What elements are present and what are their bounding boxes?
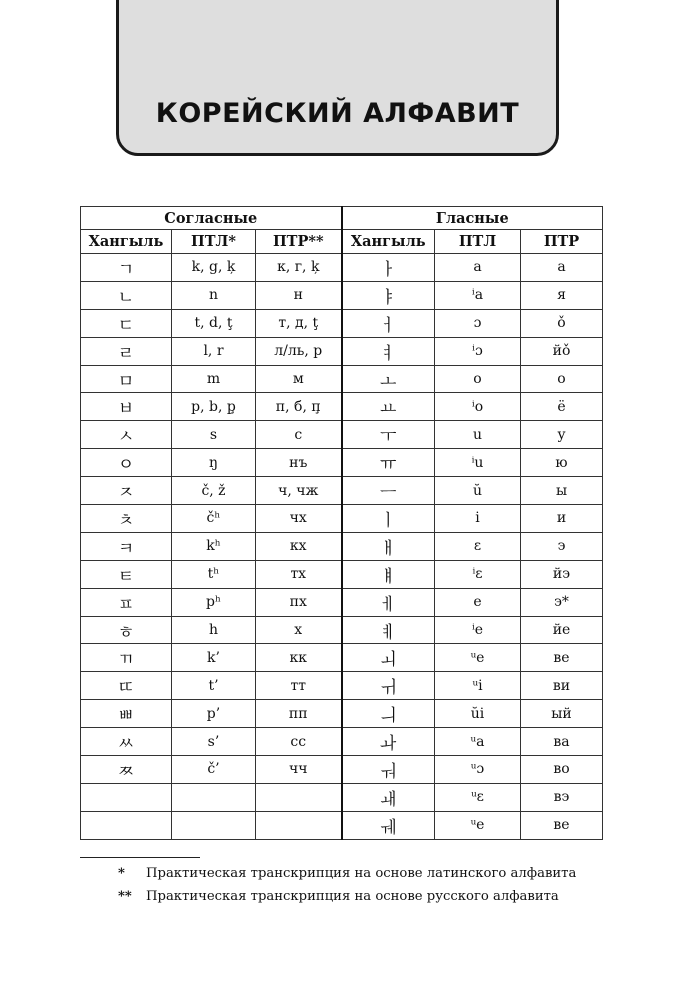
- hangul-consonant-cell: ㄱ: [81, 254, 172, 282]
- ptl-vowel-cell: ᵘa: [435, 728, 521, 756]
- hangul-vowel-cell: ㅜ: [342, 421, 435, 449]
- hangul-vowel-cell: ㅢ: [342, 700, 435, 728]
- footnote-text: Практическая транскрипция на основе русского алфавита: [146, 889, 559, 904]
- ptl-consonant-cell: čʰ: [172, 505, 256, 533]
- table-row: [81, 588, 603, 616]
- ptr-consonant-cell: чх: [256, 505, 342, 533]
- ptr-consonant-cell: тт: [256, 672, 342, 700]
- table-row: [81, 560, 603, 588]
- ptr-consonant-cell: кк: [256, 644, 342, 672]
- hangul-consonant-cell: ㅉ: [81, 756, 172, 784]
- column-header: Хангыль: [342, 230, 435, 254]
- ptr-vowel-cell: а: [521, 254, 603, 282]
- ptr-vowel-cell: ве: [521, 811, 603, 839]
- ptl-consonant-cell: č, ž: [172, 477, 256, 505]
- footnote-1: [118, 866, 576, 881]
- table-row: [81, 337, 603, 365]
- ptl-vowel-cell: ɛ: [435, 532, 521, 560]
- ptl-vowel-cell: ⁱo: [435, 393, 521, 421]
- hangul-consonant-cell: ㄴ: [81, 281, 172, 309]
- ptl-consonant-cell: s: [172, 421, 256, 449]
- ptl-consonant-cell: ŋ: [172, 449, 256, 477]
- column-header: ПТР**: [256, 230, 342, 254]
- ptr-vowel-cell: йэ: [521, 560, 603, 588]
- ptr-vowel-cell: во: [521, 756, 603, 784]
- footnote-mark: **: [118, 889, 132, 904]
- ptl-vowel-cell: u: [435, 421, 521, 449]
- ptr-vowel-cell: о: [521, 365, 603, 393]
- group-vowels-header: Гласные: [342, 207, 603, 230]
- hangul-vowel-cell: ㅡ: [342, 477, 435, 505]
- ptr-consonant-cell: [256, 783, 342, 811]
- hangul-consonant-cell: ㄸ: [81, 672, 172, 700]
- table-row: [81, 449, 603, 477]
- hangul-consonant-cell: ㄲ: [81, 644, 172, 672]
- table-row: [81, 365, 603, 393]
- ptl-consonant-cell: l, r: [172, 337, 256, 365]
- ptl-vowel-cell: ŭi: [435, 700, 521, 728]
- ptr-vowel-cell: ё: [521, 393, 603, 421]
- table-row: [81, 532, 603, 560]
- ptr-consonant-cell: х: [256, 616, 342, 644]
- hangul-consonant-cell: ㅎ: [81, 616, 172, 644]
- ptl-vowel-cell: ᵘe: [435, 811, 521, 839]
- ptr-consonant-cell: т, д, ţ: [256, 309, 342, 337]
- hangul-consonant-cell: ㅈ: [81, 477, 172, 505]
- ptr-vowel-cell: э*: [521, 588, 603, 616]
- hangul-consonant-cell: ㅆ: [81, 728, 172, 756]
- ptr-vowel-cell: ы: [521, 477, 603, 505]
- table-row: [81, 505, 603, 533]
- hangul-vowel-cell: ㅒ: [342, 560, 435, 588]
- ptl-consonant-cell: p, b, p̧: [172, 393, 256, 421]
- hangul-vowel-cell: ㅚ: [342, 644, 435, 672]
- ptl-consonant-cell: č’: [172, 756, 256, 784]
- hangul-consonant-cell: ㅍ: [81, 588, 172, 616]
- hangul-consonant-cell: ㅁ: [81, 365, 172, 393]
- ptr-vowel-cell: э: [521, 532, 603, 560]
- table-row: [81, 393, 603, 421]
- hangul-consonant-cell: [81, 783, 172, 811]
- ptr-vowel-cell: ви: [521, 672, 603, 700]
- ptr-consonant-cell: к, г, ķ: [256, 254, 342, 282]
- ptl-consonant-cell: [172, 811, 256, 839]
- hangul-vowel-cell: ㅝ: [342, 756, 435, 784]
- table-row: [81, 811, 603, 839]
- ptr-consonant-cell: [256, 811, 342, 839]
- hangul-vowel-cell: ㅖ: [342, 616, 435, 644]
- ptr-consonant-cell: с: [256, 421, 342, 449]
- ptr-vowel-cell: и: [521, 505, 603, 533]
- ptl-vowel-cell: i: [435, 505, 521, 533]
- hangul-vowel-cell: ㅔ: [342, 588, 435, 616]
- ptl-consonant-cell: tʰ: [172, 560, 256, 588]
- table-row: [81, 783, 603, 811]
- table-row: [81, 254, 603, 282]
- table-row: [81, 616, 603, 644]
- footnote-2: [118, 889, 559, 904]
- ptl-consonant-cell: h: [172, 616, 256, 644]
- ptl-consonant-cell: m: [172, 365, 256, 393]
- hangul-consonant-cell: ㅇ: [81, 449, 172, 477]
- ptl-vowel-cell: ⁱe: [435, 616, 521, 644]
- ptl-vowel-cell: ᵘɛ: [435, 783, 521, 811]
- column-header: ПТР: [521, 230, 603, 254]
- column-header: Хангыль: [81, 230, 172, 254]
- ptr-consonant-cell: н: [256, 281, 342, 309]
- alphabet-table: [80, 206, 603, 840]
- hangul-vowel-cell: ㅐ: [342, 532, 435, 560]
- ptl-consonant-cell: k, g, ķ: [172, 254, 256, 282]
- ptl-consonant-cell: n: [172, 281, 256, 309]
- ptr-consonant-cell: кх: [256, 532, 342, 560]
- ptl-vowel-cell: ɔ: [435, 309, 521, 337]
- ptr-consonant-cell: п, б, п̧: [256, 393, 342, 421]
- hangul-vowel-cell: ㅙ: [342, 783, 435, 811]
- footnote-mark: *: [118, 866, 125, 881]
- ptr-consonant-cell: тх: [256, 560, 342, 588]
- ptl-consonant-cell: pʰ: [172, 588, 256, 616]
- ptr-vowel-cell: у: [521, 421, 603, 449]
- hangul-consonant-cell: ㅊ: [81, 505, 172, 533]
- column-header: ПТЛ: [435, 230, 521, 254]
- ptl-vowel-cell: o: [435, 365, 521, 393]
- hangul-vowel-cell: ㅗ: [342, 365, 435, 393]
- footnote-divider: [80, 857, 200, 858]
- column-header-row: [81, 230, 603, 254]
- hangul-consonant-cell: ㄹ: [81, 337, 172, 365]
- table-row: [81, 477, 603, 505]
- table-row: [81, 728, 603, 756]
- ptr-vowel-cell: ǒ: [521, 309, 603, 337]
- ptr-consonant-cell: пп: [256, 700, 342, 728]
- ptl-vowel-cell: ⁱɛ: [435, 560, 521, 588]
- ptl-consonant-cell: t’: [172, 672, 256, 700]
- page-title: КОРЕЙСКИЙ АЛФАВИТ: [155, 98, 520, 129]
- hangul-vowel-cell: ㅠ: [342, 449, 435, 477]
- ptl-vowel-cell: ᵘɔ: [435, 756, 521, 784]
- hangul-consonant-cell: ㅋ: [81, 532, 172, 560]
- hangul-vowel-cell: ㅣ: [342, 505, 435, 533]
- table-row: [81, 309, 603, 337]
- hangul-consonant-cell: ㅂ: [81, 393, 172, 421]
- footnote-text: Практическая транскрипция на основе латинского алфавита: [146, 866, 577, 881]
- ptl-consonant-cell: k’: [172, 644, 256, 672]
- ptr-vowel-cell: вэ: [521, 783, 603, 811]
- hangul-vowel-cell: ㅏ: [342, 254, 435, 282]
- hangul-vowel-cell: ㅘ: [342, 728, 435, 756]
- table-row: [81, 644, 603, 672]
- hangul-vowel-cell: ㅓ: [342, 309, 435, 337]
- ptr-vowel-cell: я: [521, 281, 603, 309]
- ptr-consonant-cell: пх: [256, 588, 342, 616]
- ptr-vowel-cell: йǒ: [521, 337, 603, 365]
- title-box: [116, 0, 559, 156]
- table-body: [81, 254, 603, 840]
- hangul-consonant-cell: ㅌ: [81, 560, 172, 588]
- hangul-consonant-cell: ㅅ: [81, 421, 172, 449]
- ptl-vowel-cell: a: [435, 254, 521, 282]
- ptl-vowel-cell: ⁱa: [435, 281, 521, 309]
- ptr-vowel-cell: ва: [521, 728, 603, 756]
- ptr-vowel-cell: ый: [521, 700, 603, 728]
- hangul-vowel-cell: ㅑ: [342, 281, 435, 309]
- ptr-consonant-cell: чч: [256, 756, 342, 784]
- ptr-consonant-cell: ч, чж: [256, 477, 342, 505]
- column-header: ПТЛ*: [172, 230, 256, 254]
- hangul-vowel-cell: ㅟ: [342, 672, 435, 700]
- ptr-consonant-cell: л/ль, р: [256, 337, 342, 365]
- table-row: [81, 281, 603, 309]
- group-header-row: [81, 207, 603, 230]
- ptr-vowel-cell: ве: [521, 644, 603, 672]
- ptl-vowel-cell: e: [435, 588, 521, 616]
- ptl-vowel-cell: ᵘe: [435, 644, 521, 672]
- table-row: [81, 700, 603, 728]
- hangul-consonant-cell: [81, 811, 172, 839]
- ptl-vowel-cell: ŭ: [435, 477, 521, 505]
- ptl-vowel-cell: ⁱu: [435, 449, 521, 477]
- group-consonants-header: Согласные: [81, 207, 342, 230]
- ptl-consonant-cell: p’: [172, 700, 256, 728]
- hangul-vowel-cell: ㅕ: [342, 337, 435, 365]
- ptr-consonant-cell: нъ: [256, 449, 342, 477]
- ptr-vowel-cell: йе: [521, 616, 603, 644]
- ptl-vowel-cell: ⁱɔ: [435, 337, 521, 365]
- ptl-consonant-cell: t, d, ţ: [172, 309, 256, 337]
- hangul-vowel-cell: ㅞ: [342, 811, 435, 839]
- table-row: [81, 756, 603, 784]
- ptl-consonant-cell: s’: [172, 728, 256, 756]
- ptr-vowel-cell: ю: [521, 449, 603, 477]
- table-row: [81, 672, 603, 700]
- ptr-consonant-cell: м: [256, 365, 342, 393]
- ptl-consonant-cell: kʰ: [172, 532, 256, 560]
- table-row: [81, 421, 603, 449]
- ptr-consonant-cell: сс: [256, 728, 342, 756]
- ptl-consonant-cell: [172, 783, 256, 811]
- hangul-consonant-cell: ㅃ: [81, 700, 172, 728]
- hangul-consonant-cell: ㄷ: [81, 309, 172, 337]
- hangul-vowel-cell: ㅛ: [342, 393, 435, 421]
- ptl-vowel-cell: ᵘi: [435, 672, 521, 700]
